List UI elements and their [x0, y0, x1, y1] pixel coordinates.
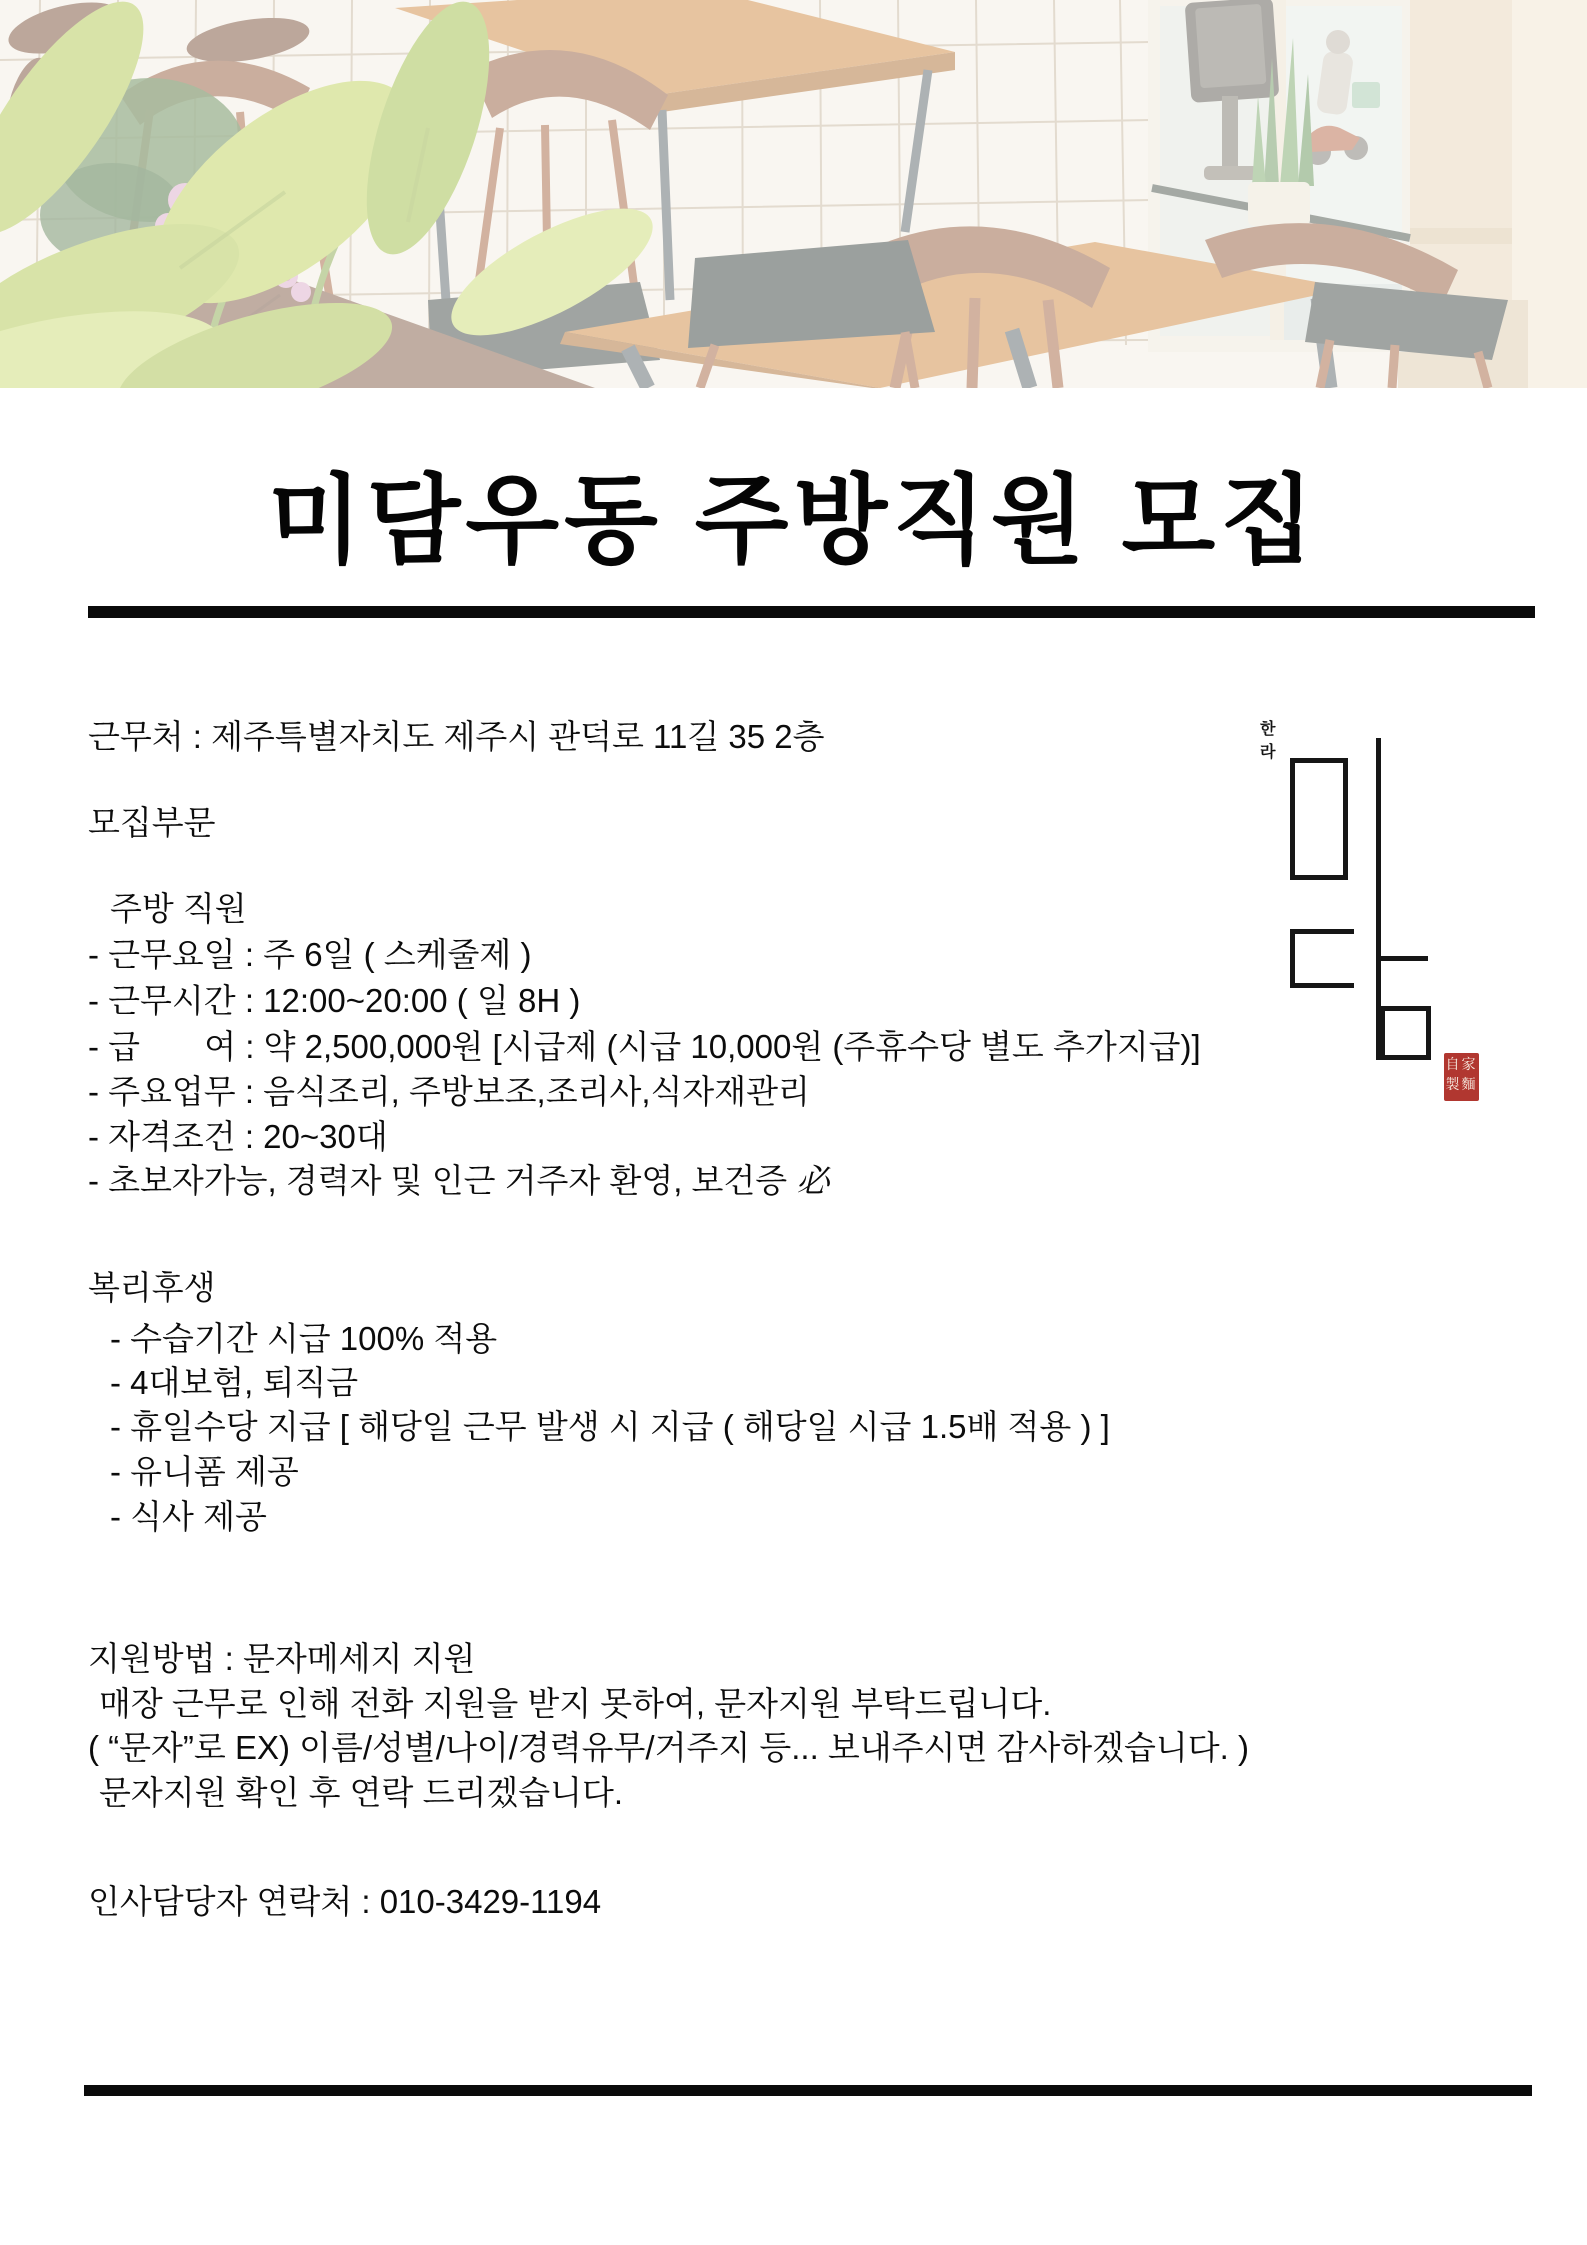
poster-title: 미담우동 주방직원 모집 — [268, 466, 1319, 575]
benefit-item: - 4대보험, 퇴직금 — [110, 1364, 359, 1401]
contact-line: 인사담당자 연락처 : 010-3429-1194 — [88, 1883, 602, 1920]
logo-dam-top — [1290, 929, 1354, 934]
apply-line: 문자지원 확인 후 연락 드리겠습니다. — [99, 1774, 624, 1811]
hero-photo — [0, 0, 1587, 388]
position-item: - 급 여 : 약 2,500,000원 [시급제 (시급 10,000원 (주휴수당 별도 추가지급)] — [88, 1028, 1201, 1065]
position-item-text: - 초보자가능, 경력자 및 인근 거주자 환영, 보건증 — [88, 1162, 797, 1199]
bottom-divider — [84, 2085, 1532, 2096]
apply-line: 매장 근무로 인해 전화 지원을 받지 못하여, 문자지원 부탁드립니다. — [99, 1685, 1052, 1722]
logo-region-label: 한라 — [1260, 721, 1277, 761]
apply-heading: 지원방법 : 문자메세지 지원 — [88, 1640, 476, 1677]
hero-wash-overlay — [0, 0, 1587, 388]
stamp-line1: 自家 — [1445, 1058, 1478, 1073]
workplace-line: 근무처 : 제주특별자치도 제주시 관덕로 11길 35 2층 — [88, 718, 825, 755]
position-item — [88, 1158, 829, 1204]
logo-a-branch — [1381, 956, 1428, 961]
recruit-section-label: 모집부문 — [88, 804, 216, 841]
benefit-item: - 식사 제공 — [110, 1498, 267, 1535]
stamp-line2: 製麵 — [1445, 1078, 1478, 1093]
apply-line: ( “문자”로 EX) 이름/성별/나이/경력유무/거주지 등... 보내주시면 감사하겠습니다. ) — [88, 1729, 1249, 1766]
position-item: - 자격조건 : 20~30대 — [88, 1118, 388, 1155]
title-divider — [88, 606, 1535, 618]
benefit-item: - 유니폼 제공 — [110, 1453, 299, 1490]
position-item: - 주요업무 : 음식조리, 주방보조,조리사,식자재관리 — [88, 1073, 810, 1110]
position-item: - 근무시간 : 12:00~20:00 ( 일 8H ) — [88, 982, 581, 1019]
position-heading: 주방 직원 — [110, 890, 247, 927]
position-item: - 근무요일 : 주 6일 ( 스케줄제 ) — [88, 936, 532, 973]
logo-mi-square — [1290, 758, 1348, 880]
logo-dam-left — [1290, 929, 1295, 988]
logo-dam-bottom — [1290, 983, 1354, 988]
benefit-item: - 휴일수당 지급 [ 해당일 근무 발생 시 지급 ( 해당일 시급 1.5배 적용 ) ] — [110, 1408, 1110, 1445]
required-emphasis: 必 — [796, 1164, 830, 1200]
stamp-seal — [1444, 1053, 1479, 1101]
logo-dam-square — [1380, 1006, 1431, 1060]
benefit-item: - 수습기간 시급 100% 적용 — [110, 1320, 498, 1357]
benefits-heading: 복리후생 — [88, 1269, 216, 1306]
